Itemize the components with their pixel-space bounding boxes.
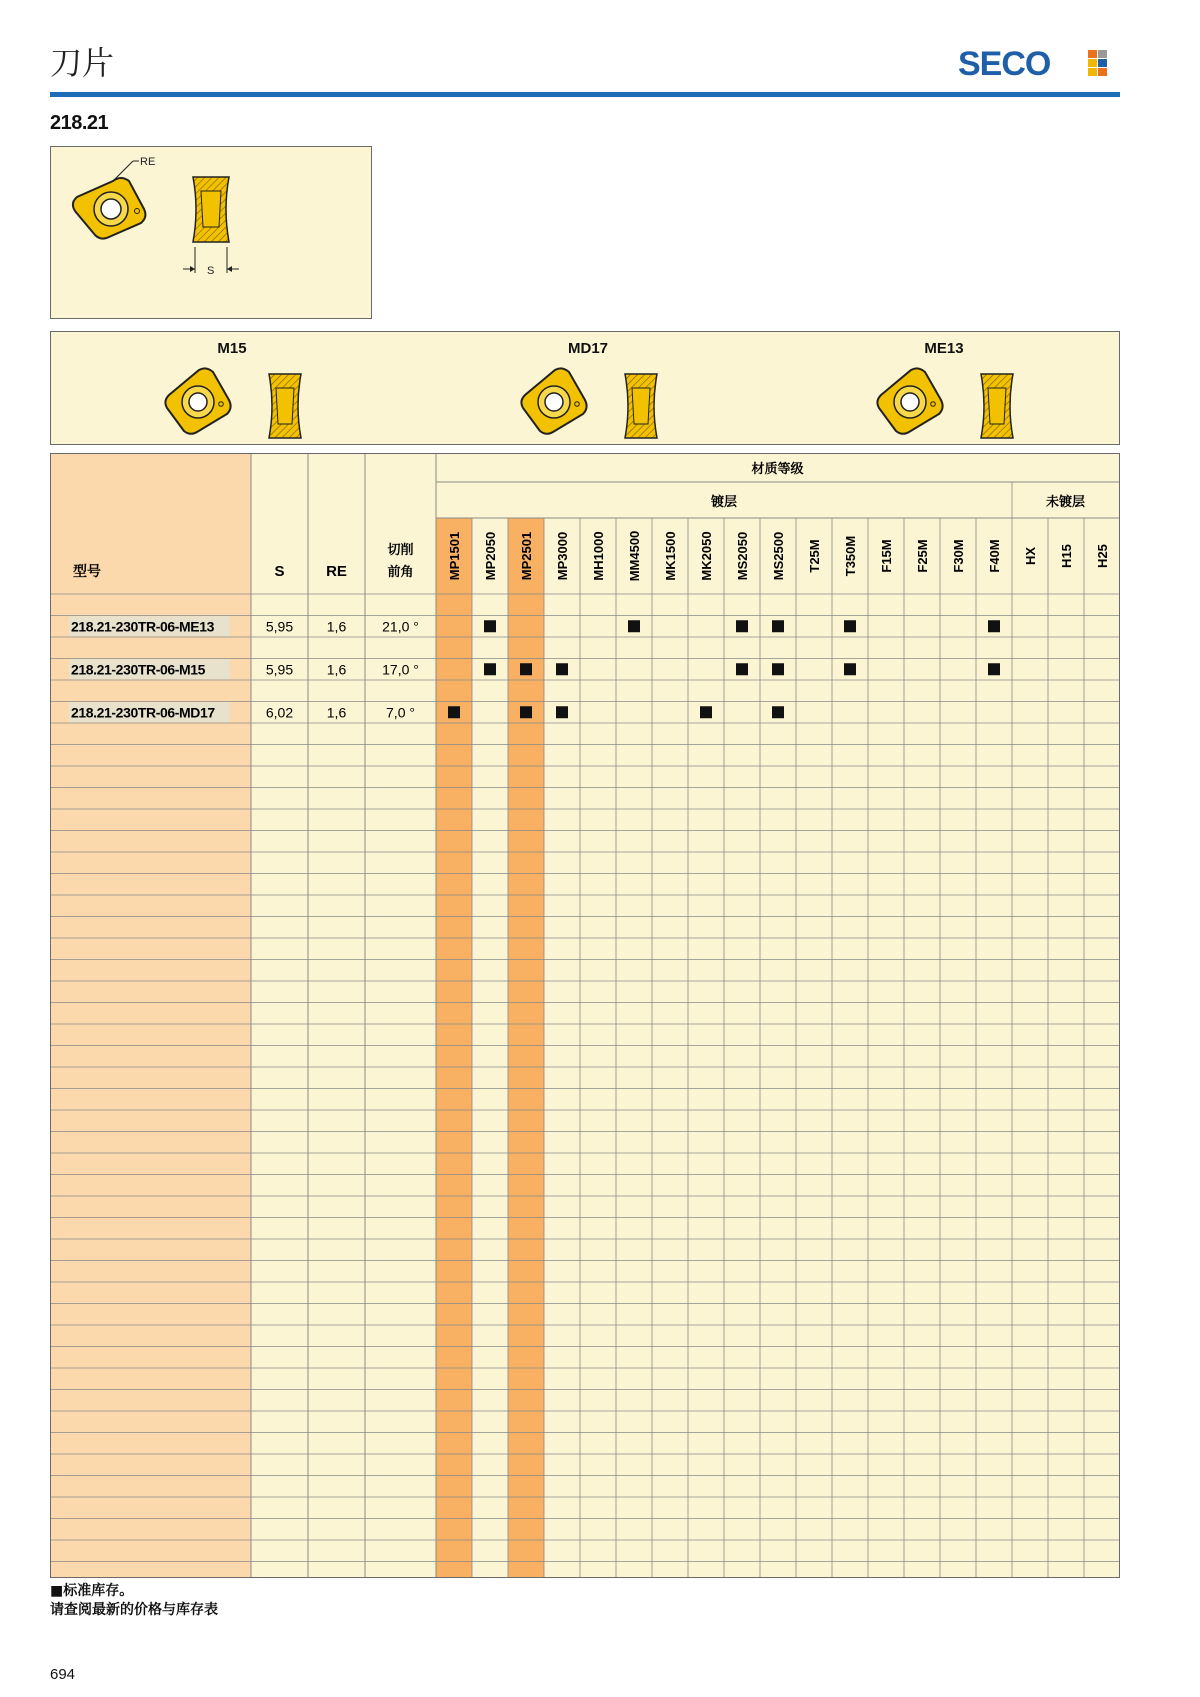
- highlight-column-mp1501: [436, 518, 472, 1577]
- row-1-stock-ms2500: [772, 620, 784, 632]
- logo-block: [1098, 68, 1107, 76]
- row-3-re: 1,6: [326, 704, 347, 721]
- grade-header-ms2500: MS2500: [771, 531, 786, 581]
- grade-availability-table: [50, 453, 1120, 1578]
- geometry-m15-side-icon: [269, 374, 301, 438]
- logo-block: [1088, 59, 1097, 67]
- grade-header-mp2050: MP2050: [483, 531, 498, 581]
- row-2-stock-ms2500: [772, 663, 784, 675]
- page-title: 刀片: [50, 44, 115, 82]
- stock-legend: ■标准库存。: [50, 1583, 134, 1599]
- geometry-label-me13: ME13: [924, 340, 964, 357]
- grade-header-f30m: F30M: [951, 539, 966, 573]
- header-designation: 型号: [73, 563, 101, 579]
- footer-note: [50, 1582, 218, 1620]
- geometry-md17-top-icon: [521, 368, 586, 433]
- row-3-stock-mp3000: [556, 706, 568, 718]
- geometry-me13-side-icon: [981, 374, 1013, 438]
- grade-header-ms2050: MS2050: [735, 531, 750, 581]
- grade-header-mk1500: MK1500: [663, 531, 678, 581]
- grade-header-mp3000: MP3000: [555, 531, 570, 581]
- row-3-rake: 7,0 °: [386, 704, 415, 721]
- price-note: 请查阅最新的价格与库存表: [50, 1602, 218, 1618]
- logo-block: [1088, 50, 1097, 58]
- grade-header-mk2050: MK2050: [699, 531, 714, 581]
- grade-header-f15m: F15M: [879, 539, 894, 573]
- row-2-rake: 17,0 °: [382, 661, 419, 678]
- geometry-me13-top-icon: [877, 368, 942, 433]
- row-1-stock-mp2050: [484, 620, 496, 632]
- header-rule: [50, 92, 1120, 97]
- grade-header-f40m: F40M: [987, 539, 1002, 573]
- logo-block: [1098, 59, 1107, 67]
- row-2-stock-mp2050: [484, 663, 496, 675]
- grade-header-mp1501: MP1501: [447, 531, 462, 581]
- page-number: 694: [50, 1666, 76, 1683]
- row-3-s: 6,02: [265, 704, 294, 721]
- seco-logo: [958, 46, 1118, 82]
- row-3-stock-mp2501: [520, 706, 532, 718]
- row-1-stock-f40m: [988, 620, 1000, 632]
- header-rake-line1: 切削: [387, 542, 414, 557]
- row-3-stock-ms2500: [772, 706, 784, 718]
- chipbreaker-geometries: [50, 331, 1120, 445]
- header-grades-title: 材质等级: [751, 461, 804, 476]
- grade-header-mh1000: MH1000: [591, 531, 606, 581]
- header-coated: 镀层: [710, 494, 738, 509]
- row-3-designation: 218.21-230TR-06-MD17: [71, 704, 215, 721]
- insert-diagram-svg: [51, 147, 371, 318]
- row-1-re: 1,6: [326, 618, 347, 635]
- grade-header-hx: HX: [1023, 546, 1038, 566]
- geometry-images: [51, 332, 1119, 444]
- row-1-s: 5,95: [265, 618, 294, 635]
- header-s: S: [274, 563, 285, 580]
- grade-header-h15: H15: [1059, 544, 1074, 568]
- insert-side-view: [193, 177, 229, 242]
- grade-header-t350m: T350M: [843, 535, 858, 577]
- grade-header-mm4500: MM4500: [627, 530, 642, 582]
- row-2-stock-mp3000: [556, 663, 568, 675]
- geometry-label-md17: MD17: [567, 340, 609, 357]
- row-2-s: 5,95: [265, 661, 294, 678]
- row-1-stock-ms2050: [736, 620, 748, 632]
- row-2-stock-t350m: [844, 663, 856, 675]
- row-2-designation: 218.21-230TR-06-M15: [71, 661, 206, 678]
- re-label: RE: [140, 156, 156, 168]
- row-3-stock-mp1501: [448, 706, 460, 718]
- row-1-designation: 218.21-230TR-06-ME13: [71, 618, 214, 635]
- grade-header-h25: H25: [1095, 544, 1110, 568]
- row-2-stock-ms2050: [736, 663, 748, 675]
- logo-block: [1088, 68, 1097, 76]
- grade-table-svg: [51, 454, 1119, 1577]
- geometry-m15-top-icon: [165, 368, 230, 433]
- logo-block: [1098, 50, 1107, 58]
- header-uncoated: 未镀层: [1045, 494, 1086, 509]
- row-2-stock-mp2501: [520, 663, 532, 675]
- logo-text: SECO: [958, 45, 1051, 83]
- insert-top-view: [73, 178, 146, 239]
- row-1-rake: 21,0 °: [382, 618, 419, 635]
- logo-color-blocks: [1088, 50, 1108, 78]
- highlight-column-mp2501: [508, 518, 544, 1577]
- grade-header-f25m: F25M: [915, 539, 930, 573]
- s-label: S: [207, 265, 215, 277]
- grade-header-mp2501: MP2501: [519, 531, 534, 581]
- product-family: 218.21: [50, 112, 109, 134]
- row-2-stock-f40m: [988, 663, 1000, 675]
- header-rake-line2: 前角: [387, 564, 414, 579]
- row-1-stock-t350m: [844, 620, 856, 632]
- geometry-label-m15: M15: [217, 340, 247, 357]
- grade-header-t25m: T25M: [807, 539, 822, 573]
- insert-dimension-diagram: [50, 146, 372, 319]
- row-1-stock-mm4500: [628, 620, 640, 632]
- geometry-md17-side-icon: [625, 374, 657, 438]
- header-re: RE: [326, 563, 347, 580]
- row-3-stock-mk2050: [700, 706, 712, 718]
- row-2-re: 1,6: [326, 661, 347, 678]
